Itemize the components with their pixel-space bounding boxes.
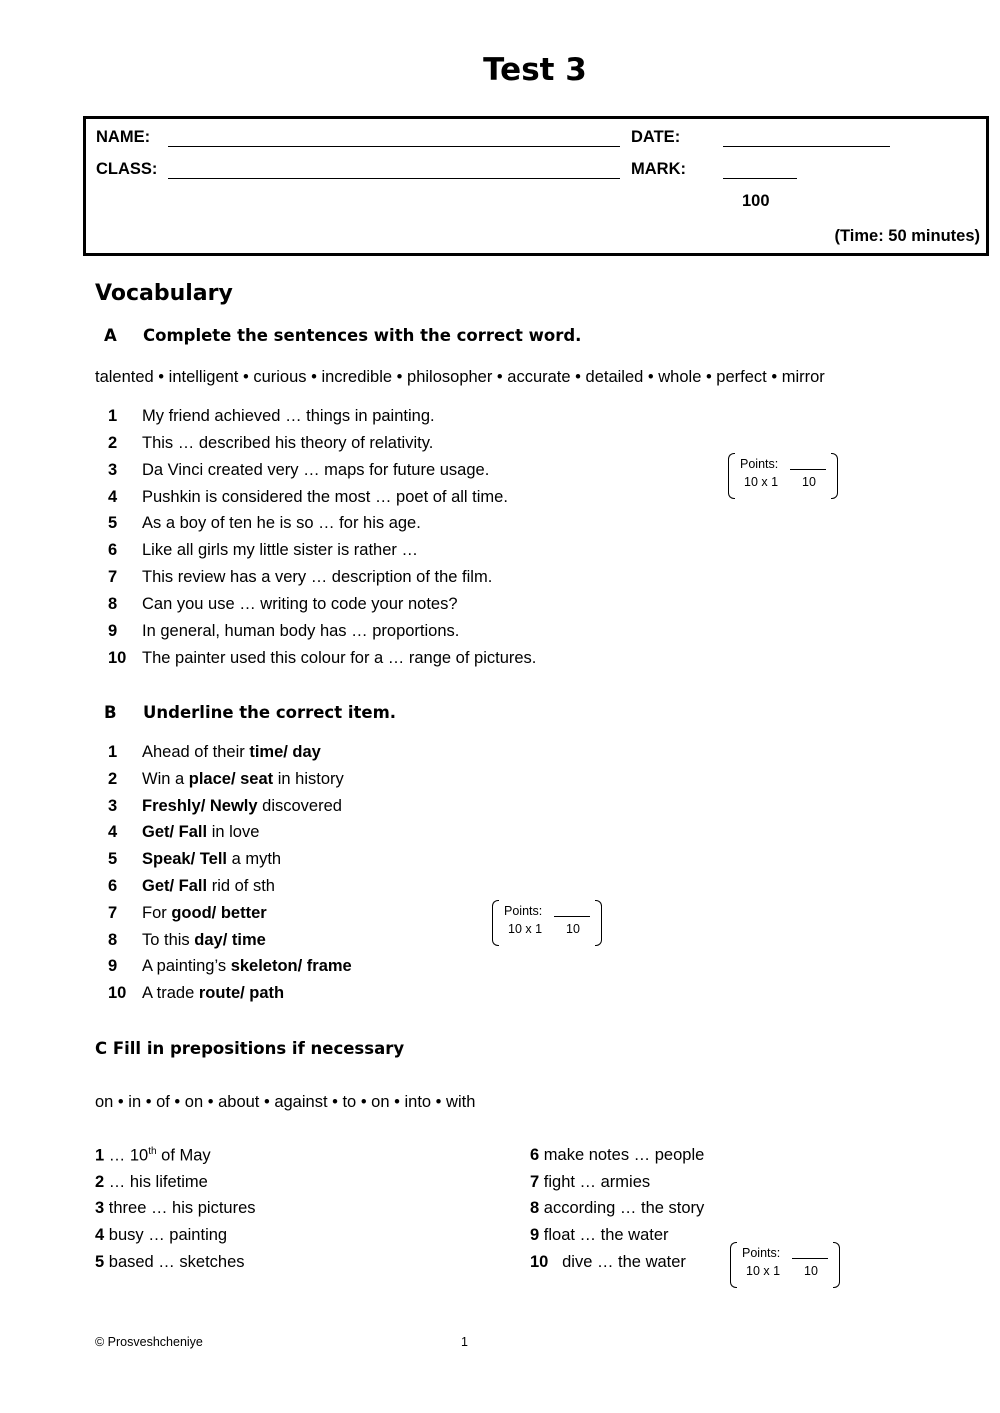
item-text: As a boy of ten he is so … for his age. xyxy=(142,514,421,532)
item-options[interactable]: Speak/ Tell xyxy=(142,850,227,868)
item-number: 2 xyxy=(108,434,118,452)
item-number: 6 xyxy=(108,541,118,559)
item-number: 8 xyxy=(108,595,118,613)
item-number: 4 xyxy=(95,1226,105,1244)
exercise-c-item xyxy=(530,1253,686,1272)
item-number: 6 xyxy=(530,1146,540,1164)
exercise-b-item xyxy=(108,904,267,923)
class-label: CLASS: xyxy=(96,160,158,178)
exercise-b-item xyxy=(108,797,342,816)
mark-total: 100 xyxy=(742,192,770,210)
item-number: 9 xyxy=(108,622,118,640)
item-text: Can you use … writing to code your notes? xyxy=(142,595,458,613)
item-options[interactable]: place/ seat xyxy=(188,770,274,788)
points-box-b xyxy=(492,900,602,944)
mark-label: MARK: xyxy=(631,160,686,178)
item-post: in love xyxy=(207,823,260,841)
name-label: NAME: xyxy=(96,128,151,146)
item-text: Da Vinci created very … maps for future usage. xyxy=(142,461,490,479)
bracket-right xyxy=(831,453,838,499)
item-text: busy … painting xyxy=(104,1226,228,1244)
date-label: DATE: xyxy=(631,128,681,146)
mark-field[interactable] xyxy=(723,178,797,179)
item-number: 3 xyxy=(108,797,118,815)
exercise-b-item xyxy=(108,957,352,976)
item-post: a myth xyxy=(226,850,282,868)
item-post: rid of sth xyxy=(207,877,275,895)
exercise-c-item xyxy=(95,1199,256,1218)
exercise-b-item xyxy=(108,823,259,842)
item-text: My friend achieved … things in painting. xyxy=(142,407,435,425)
bracket-left xyxy=(492,900,499,946)
item-number: 8 xyxy=(530,1199,540,1217)
item-text: This … described his theory of relativity. xyxy=(142,434,434,452)
exercise-c-item xyxy=(95,1173,208,1192)
time-limit: (Time: 50 minutes) xyxy=(834,227,980,245)
item-number: 6 xyxy=(108,877,118,895)
exercise-a-item xyxy=(108,595,458,614)
exercise-a-item xyxy=(108,649,536,668)
item-number: 8 xyxy=(108,931,118,949)
bracket-left xyxy=(730,1242,737,1288)
item-text: make notes … people xyxy=(539,1146,705,1164)
points-label: Points: xyxy=(504,904,543,918)
exercise-a-item xyxy=(108,488,508,507)
bracket-right xyxy=(595,900,602,946)
item-text: based … sketches xyxy=(104,1253,245,1271)
exercise-b-item xyxy=(108,743,321,762)
exercise-a-item xyxy=(108,568,492,587)
item-pre: A painting’s xyxy=(142,957,231,975)
points-box-a xyxy=(728,453,838,497)
item-text-end: of May xyxy=(156,1146,211,1165)
item-text: … his lifetime xyxy=(104,1173,208,1191)
exercise-c-item xyxy=(530,1173,650,1192)
item-pre: Ahead of their xyxy=(142,743,250,761)
exercise-b-letter: B xyxy=(104,703,117,722)
item-text: float … the water xyxy=(539,1226,669,1244)
points-score-field[interactable] xyxy=(554,916,590,917)
item-pre: To this xyxy=(142,931,195,949)
exercise-a-item xyxy=(108,541,418,560)
exercise-c-instruction: C Fill in prepositions if necessary xyxy=(95,1039,405,1058)
item-options[interactable]: good/ better xyxy=(171,904,267,922)
item-options[interactable]: skeleton/ frame xyxy=(230,957,352,975)
exercise-b-item xyxy=(108,850,281,869)
item-options[interactable]: day/ time xyxy=(194,931,266,949)
item-number: 7 xyxy=(108,568,118,586)
section-heading: Vocabulary xyxy=(95,281,233,306)
item-options[interactable]: Freshly/ Newly xyxy=(142,797,258,815)
item-number: 1 xyxy=(108,407,118,425)
item-options[interactable]: time/ day xyxy=(249,743,321,761)
item-text: In general, human body has … proportions. xyxy=(142,622,460,640)
item-number: 9 xyxy=(530,1226,540,1244)
exercise-a-item xyxy=(108,434,433,453)
name-field[interactable] xyxy=(168,146,620,147)
item-number: 9 xyxy=(108,957,118,975)
item-number: 5 xyxy=(108,514,118,532)
exercise-a-letter: A xyxy=(104,326,117,345)
exercise-a-item xyxy=(108,514,421,533)
item-pre: Win a xyxy=(142,770,189,788)
item-text: This review has a very … description of the film. xyxy=(142,568,493,586)
item-post: discovered xyxy=(257,797,342,815)
exercise-a-item xyxy=(108,407,435,426)
exercise-b-item xyxy=(108,877,275,896)
points-total: 10 xyxy=(566,922,580,936)
item-text: Like all girls my little sister is rather … xyxy=(142,541,418,559)
points-score-field[interactable] xyxy=(792,1258,828,1259)
exercise-b-item xyxy=(108,931,266,950)
item-options[interactable]: Get/ Fall xyxy=(142,823,208,841)
exercise-a-item xyxy=(108,461,489,480)
item-options[interactable]: route/ path xyxy=(198,984,285,1002)
item-text: dive … the water xyxy=(548,1253,686,1271)
exercise-c-item xyxy=(530,1199,704,1218)
item-text: fight … armies xyxy=(539,1173,651,1191)
points-total: 10 xyxy=(802,475,816,489)
date-field[interactable] xyxy=(723,146,890,147)
points-score-field[interactable] xyxy=(790,469,826,470)
exercise-c-item xyxy=(530,1226,669,1245)
item-number: 2 xyxy=(95,1173,105,1191)
bracket-left xyxy=(728,453,735,499)
exercise-b-item xyxy=(108,770,344,789)
points-label: Points: xyxy=(740,457,779,471)
item-number: 7 xyxy=(530,1173,540,1191)
item-pre: For xyxy=(142,904,172,922)
item-number: 10 xyxy=(108,649,127,667)
item-number: 2 xyxy=(108,770,118,788)
item-text: according … the story xyxy=(539,1199,705,1217)
item-pre: A trade xyxy=(142,984,199,1002)
item-number: 3 xyxy=(95,1199,105,1217)
item-text: The painter used this colour for a … range of pictures. xyxy=(142,649,537,667)
item-number: 4 xyxy=(108,823,118,841)
item-text: Pushkin is considered the most … poet of all time. xyxy=(142,488,508,506)
item-number: 4 xyxy=(108,488,118,506)
item-superscript: th xyxy=(148,1146,157,1157)
item-number: 5 xyxy=(108,850,118,868)
exercise-a-instruction: Complete the sentences with the correct word. xyxy=(143,326,582,345)
exercise-c-item xyxy=(95,1226,227,1245)
points-calc: 10 x 1 xyxy=(746,1264,781,1278)
item-number: 10 xyxy=(108,984,127,1002)
page-title: Test 3 xyxy=(483,52,587,88)
bracket-right xyxy=(833,1242,840,1288)
exercise-b-instruction: Underline the correct item. xyxy=(143,703,397,722)
footer-page-number: 1 xyxy=(461,1335,468,1349)
class-field[interactable] xyxy=(168,178,620,179)
item-post: in history xyxy=(273,770,344,788)
exercise-b-item xyxy=(108,984,284,1003)
points-calc: 10 x 1 xyxy=(744,475,779,489)
points-box-c xyxy=(730,1242,840,1286)
item-number: 10 xyxy=(530,1253,549,1271)
points-label: Points: xyxy=(742,1246,781,1260)
exercise-a-word-bank: talented • intelligent • curious • incredible • philosopher • accurate • detailed • whole • perfect • mirror xyxy=(95,368,825,386)
item-number: 7 xyxy=(108,904,118,922)
exercise-c-item xyxy=(530,1146,704,1165)
item-number: 1 xyxy=(95,1146,105,1165)
points-calc: 10 x 1 xyxy=(508,922,543,936)
item-options[interactable]: Get/ Fall xyxy=(142,877,208,895)
student-info-box xyxy=(83,116,989,256)
exercise-a-item xyxy=(108,622,459,641)
item-number: 3 xyxy=(108,461,118,479)
footer-copyright: © Prosveshcheniye xyxy=(95,1335,203,1349)
item-text: three … his pictures xyxy=(104,1199,256,1217)
points-total: 10 xyxy=(804,1264,818,1278)
item-number: 1 xyxy=(108,743,118,761)
item-number: 5 xyxy=(95,1253,105,1271)
exercise-c-word-bank: on • in • of • on • about • against • to • on • into • with xyxy=(95,1093,476,1111)
item-text: … 10 xyxy=(104,1146,149,1165)
exercise-c-item xyxy=(95,1253,245,1272)
exercise-c-item xyxy=(95,1146,211,1166)
